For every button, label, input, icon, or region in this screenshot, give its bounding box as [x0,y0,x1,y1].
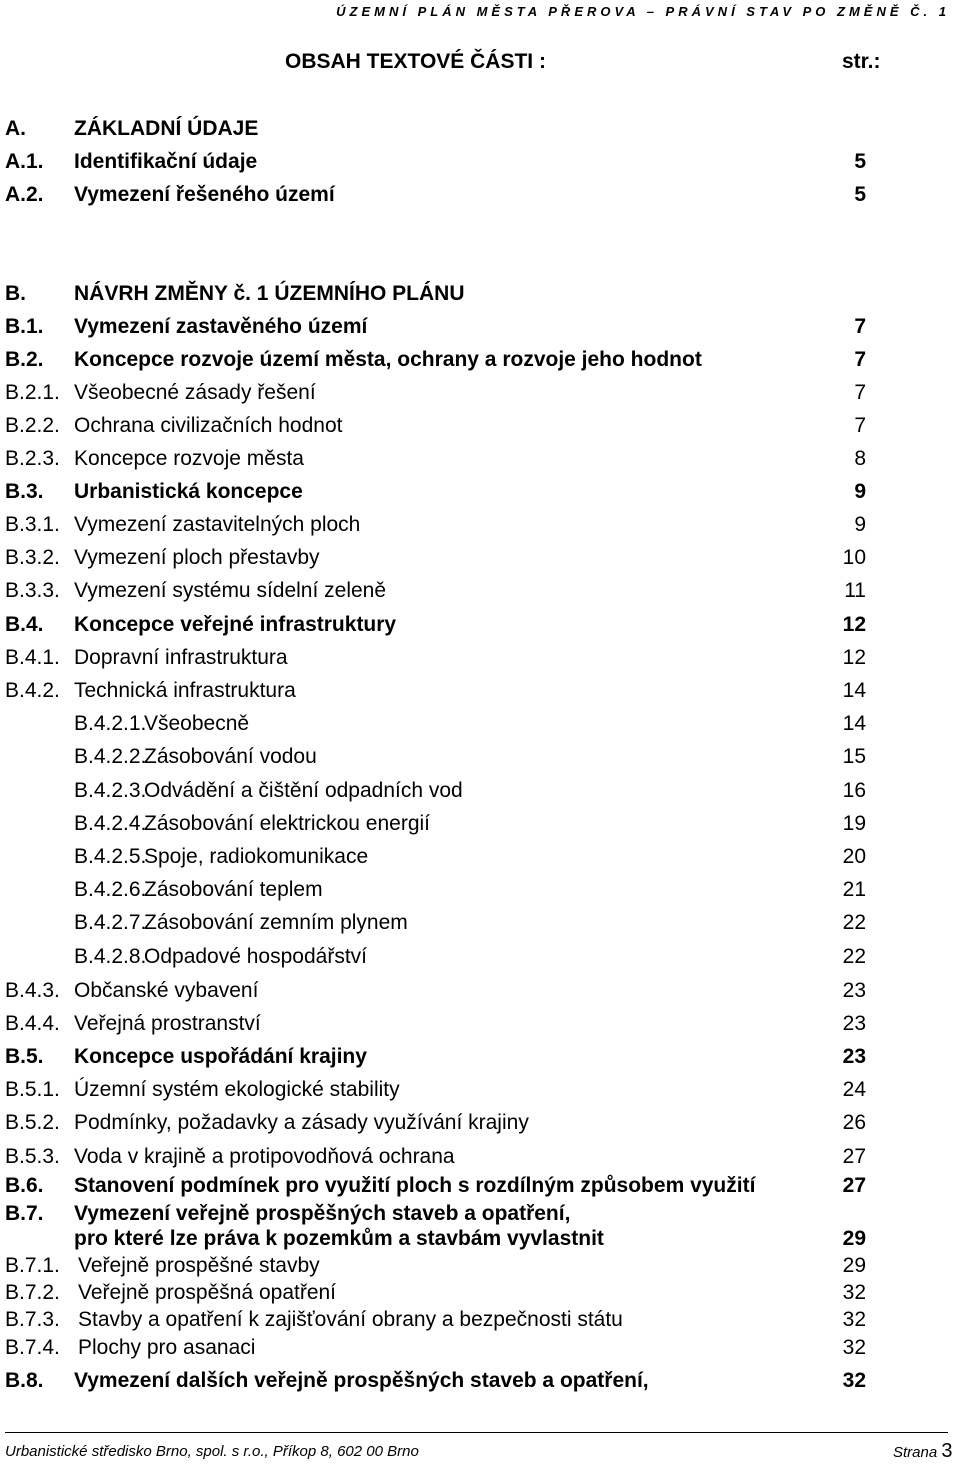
toc-entry [0,543,960,573]
toc-entry-title: Urbanistická koncepce [74,480,303,503]
toc-entry-number: B.4.2.5. [74,845,147,868]
toc-entry [0,976,960,1006]
toc-entry-page: 14 [842,712,866,735]
toc-entry [0,776,960,806]
toc-entry-page: 32 [842,1369,866,1392]
toc-entry [0,1009,960,1039]
toc-entry-page: 12 [842,646,866,669]
toc-entry-number: B.5. [5,1045,44,1068]
toc-entry [0,510,960,540]
toc-entry-title: Všeobecně [144,712,250,735]
toc-entry-title: Koncepce rozvoje území města, ochrany a rozvoje jeho hodnot [74,348,702,371]
toc-entry-title: Spoje, radiokomunikace [144,845,369,868]
toc-entry-title: Voda v krajině a protipovodňová ochrana [74,1145,455,1168]
toc-entry-page: 32 [842,1281,866,1304]
toc-entry-page: 7 [854,315,866,338]
toc-entry [0,1366,960,1396]
toc-entry-number: B.4.3. [5,979,60,1002]
toc-entry [0,842,960,872]
toc-entry-page: 11 [844,579,866,602]
toc-entry-number: B.7.4. [5,1336,60,1359]
toc-entry-number: B.3.1. [5,513,60,536]
toc-entry-page: 9 [854,480,866,503]
toc-entry [0,942,960,972]
toc-entry-number: B.4.2.6. [74,878,147,901]
toc-entry-title: Odvádění a čištění odpadních vod [144,779,463,802]
toc-entry-number: A. [5,117,26,140]
toc-entry [0,576,960,606]
toc-entry-title: Vymezení zastavěného území [74,315,368,338]
toc-entry [0,1305,960,1335]
toc-entry [0,1042,960,1072]
toc-entry-title: Veřejná prostranství [74,1012,261,1035]
toc-entry-title: Zásobování vodou [144,745,317,768]
toc-entry-page: 32 [842,1336,866,1359]
toc-entry-number: B. [5,282,26,305]
toc-entry-title: Vymezení řešeného území [74,183,335,206]
toc-entry-title: Vymezení ploch přestavby [74,546,320,569]
toc-entry-title: Zásobování teplem [144,878,323,901]
toc-entry [0,1108,960,1138]
toc-entry-title: Stanovení podmínek pro využití ploch s rozdílným způsobem využití [74,1174,756,1197]
toc-entry-number: B.3.3. [5,579,60,602]
toc-entry-number: B.5.2. [5,1111,60,1134]
toc-entry [0,908,960,938]
toc-entry-page: 10 [842,546,866,569]
toc-entry [0,709,960,739]
toc-entry-title: Identifikační údaje [74,150,258,173]
toc-entry-title: Stavby a opatření k zajišťování obrany a bezpečnosti státu [78,1308,623,1331]
toc-entry-number: B.8. [5,1369,44,1392]
toc-entry [0,610,960,640]
toc-entry [0,312,960,342]
toc-entry [0,114,960,144]
toc-entry-page: 29 [842,1227,866,1250]
footer-address: Urbanistické středisko Brno, spol. s r.o., Příkop 8, 602 00 Brno [5,1443,419,1460]
toc-entry-page: 29 [842,1254,866,1277]
toc-entry-number: A.1. [5,150,44,173]
toc-entry [0,1333,960,1363]
toc-entry-number: B.2. [5,348,44,371]
toc-entry-number: B.4.1. [5,646,60,669]
toc-entry-title: Zásobování elektrickou energií [144,812,430,835]
toc-entry-number: B.4.2. [5,679,60,702]
toc-entry-page: 23 [842,1012,866,1035]
toc-entry-number: B.2.3. [5,447,60,470]
toc-entry-page: 22 [842,945,866,968]
toc-entry [0,676,960,706]
toc-entry [0,809,960,839]
toc-entry-title: ZÁKLADNÍ ÚDAJE [74,117,259,140]
toc-entry-title: Veřejně prospěšné stavby [78,1254,320,1277]
toc-entry-title: Dopravní infrastruktura [74,646,288,669]
toc-entry-title: pro které lze práva k pozemkům a stavbám vyvlastnit [74,1227,604,1250]
toc-entry-page: 21 [842,878,866,901]
toc-entry-title: Ochrana civilizačních hodnot [74,414,343,437]
toc-entry-title: Všeobecné zásady řešení [74,381,316,404]
toc-entry-number: B.2.2. [5,414,60,437]
toc-entry-page: 22 [842,911,866,934]
toc-entry-page: 20 [842,845,866,868]
toc-entry-number: B.1. [5,315,44,338]
toc-entry-title: Vymezení dalších veřejně prospěšných staveb a opatření, [74,1369,649,1392]
toc-entry [0,147,960,177]
toc-entry [0,742,960,772]
toc-entry [0,1142,960,1172]
toc-entry-title: Vymezení zastavitelných ploch [74,513,361,536]
toc-entry-page: 9 [854,513,866,536]
toc-entry-title: Veřejně prospěšná opatření [78,1281,337,1304]
toc-entry-number: B.7.3. [5,1308,60,1331]
toc-entry-page: 26 [842,1111,866,1134]
toc-entry [0,1224,960,1254]
toc-entry [0,378,960,408]
toc-entry [0,477,960,507]
toc-entry-title: Zásobování zemním plynem [144,911,408,934]
toc-entry-number: B.4.2.7. [74,911,147,934]
footer-rule [5,1432,948,1433]
toc-entry-title: Koncepce veřejné infrastruktury [74,613,397,636]
toc-entry-page: 27 [842,1174,866,1197]
toc-entry-number: B.4.4. [5,1012,60,1035]
toc-entry-page: 14 [842,679,866,702]
toc-entry-page: 23 [842,1045,866,1068]
toc-entry-number: B.5.1. [5,1078,60,1101]
toc-entry-number: B.4.2.1. [74,712,147,735]
running-header: ÚZEMNÍ PLÁN MĚSTA PŘEROVA – PRÁVNÍ STAV PO ZMĚNĚ Č. 1 [336,4,950,19]
toc-entry-title: Vymezení systému sídelní zeleně [74,579,387,602]
footer-page-number: 3 [941,1440,953,1462]
toc-entry [0,345,960,375]
toc-entry-title: Vymezení veřejně prospěšných staveb a opatření, [74,1202,571,1225]
toc-title: OBSAH TEXTOVÉ ČÁSTI : [285,50,546,73]
toc-entry-number: B.7.1. [5,1254,60,1277]
toc-entry [0,411,960,441]
footer-page-label: Strana [893,1444,938,1461]
toc-entry-number: B.4.2.4. [74,812,147,835]
toc-entry-page: 8 [854,447,866,470]
toc-entry-page: 7 [854,381,866,404]
toc-entry-number: B.4.2.2. [74,745,147,768]
toc-entry-title: Technická infrastruktura [74,679,296,702]
toc-entry-title: Plochy pro asanaci [78,1336,256,1359]
toc-entry-number: B.4. [5,613,44,636]
toc-entry [0,1251,960,1281]
toc-entry-number: B.7. [5,1202,44,1225]
toc-entry-title: NÁVRH ZMĚNY č. 1 ÚZEMNÍHO PLÁNU [74,282,465,305]
toc-entry-page: 24 [842,1078,866,1101]
toc-entry-number: B.5.3. [5,1145,60,1168]
toc-entry [0,444,960,474]
toc-entry-number: A.2. [5,183,44,206]
toc-entry-title: Podmínky, požadavky a zásady využívání krajiny [74,1111,529,1134]
toc-entry [0,875,960,905]
toc-entry-page: 12 [842,613,866,636]
toc-entry-number: B.6. [5,1174,44,1197]
toc-entry-title: Koncepce uspořádání krajiny [74,1045,367,1068]
toc-entry-page: 23 [842,979,866,1002]
toc-page-label: str.: [842,50,881,73]
toc-entry-number: B.3. [5,480,44,503]
toc-entry [0,1171,960,1201]
toc-entry-title: Odpadové hospodářství [144,945,367,968]
toc-entry [0,643,960,673]
toc-entry-title: Územní systém ekologické stability [74,1078,400,1101]
toc-entry-page: 5 [854,183,866,206]
toc-entry-number: B.2.1. [5,381,60,404]
toc-entry [0,279,960,309]
toc-entry-number: B.4.2.8. [74,945,147,968]
toc-entry-title: Občanské vybavení [74,979,259,1002]
toc-entry [0,180,960,210]
toc-entry-page: 15 [842,745,866,768]
footer-page [893,1440,953,1463]
toc-entry-page: 7 [854,348,866,371]
toc-entry [0,1075,960,1105]
toc-entry-page: 5 [854,150,866,173]
toc-entry-page: 16 [842,779,866,802]
toc-entry-number: B.4.2.3. [74,779,147,802]
toc-entry-title: Koncepce rozvoje města [74,447,304,470]
toc-entry-page: 32 [842,1308,866,1331]
toc-entry [0,1278,960,1308]
toc-entry-page: 7 [854,414,866,437]
toc-entry-page: 27 [842,1145,866,1168]
toc-entry-page: 19 [842,812,866,835]
toc-entry-number: B.3.2. [5,546,60,569]
toc-entry-number: B.7.2. [5,1281,60,1304]
